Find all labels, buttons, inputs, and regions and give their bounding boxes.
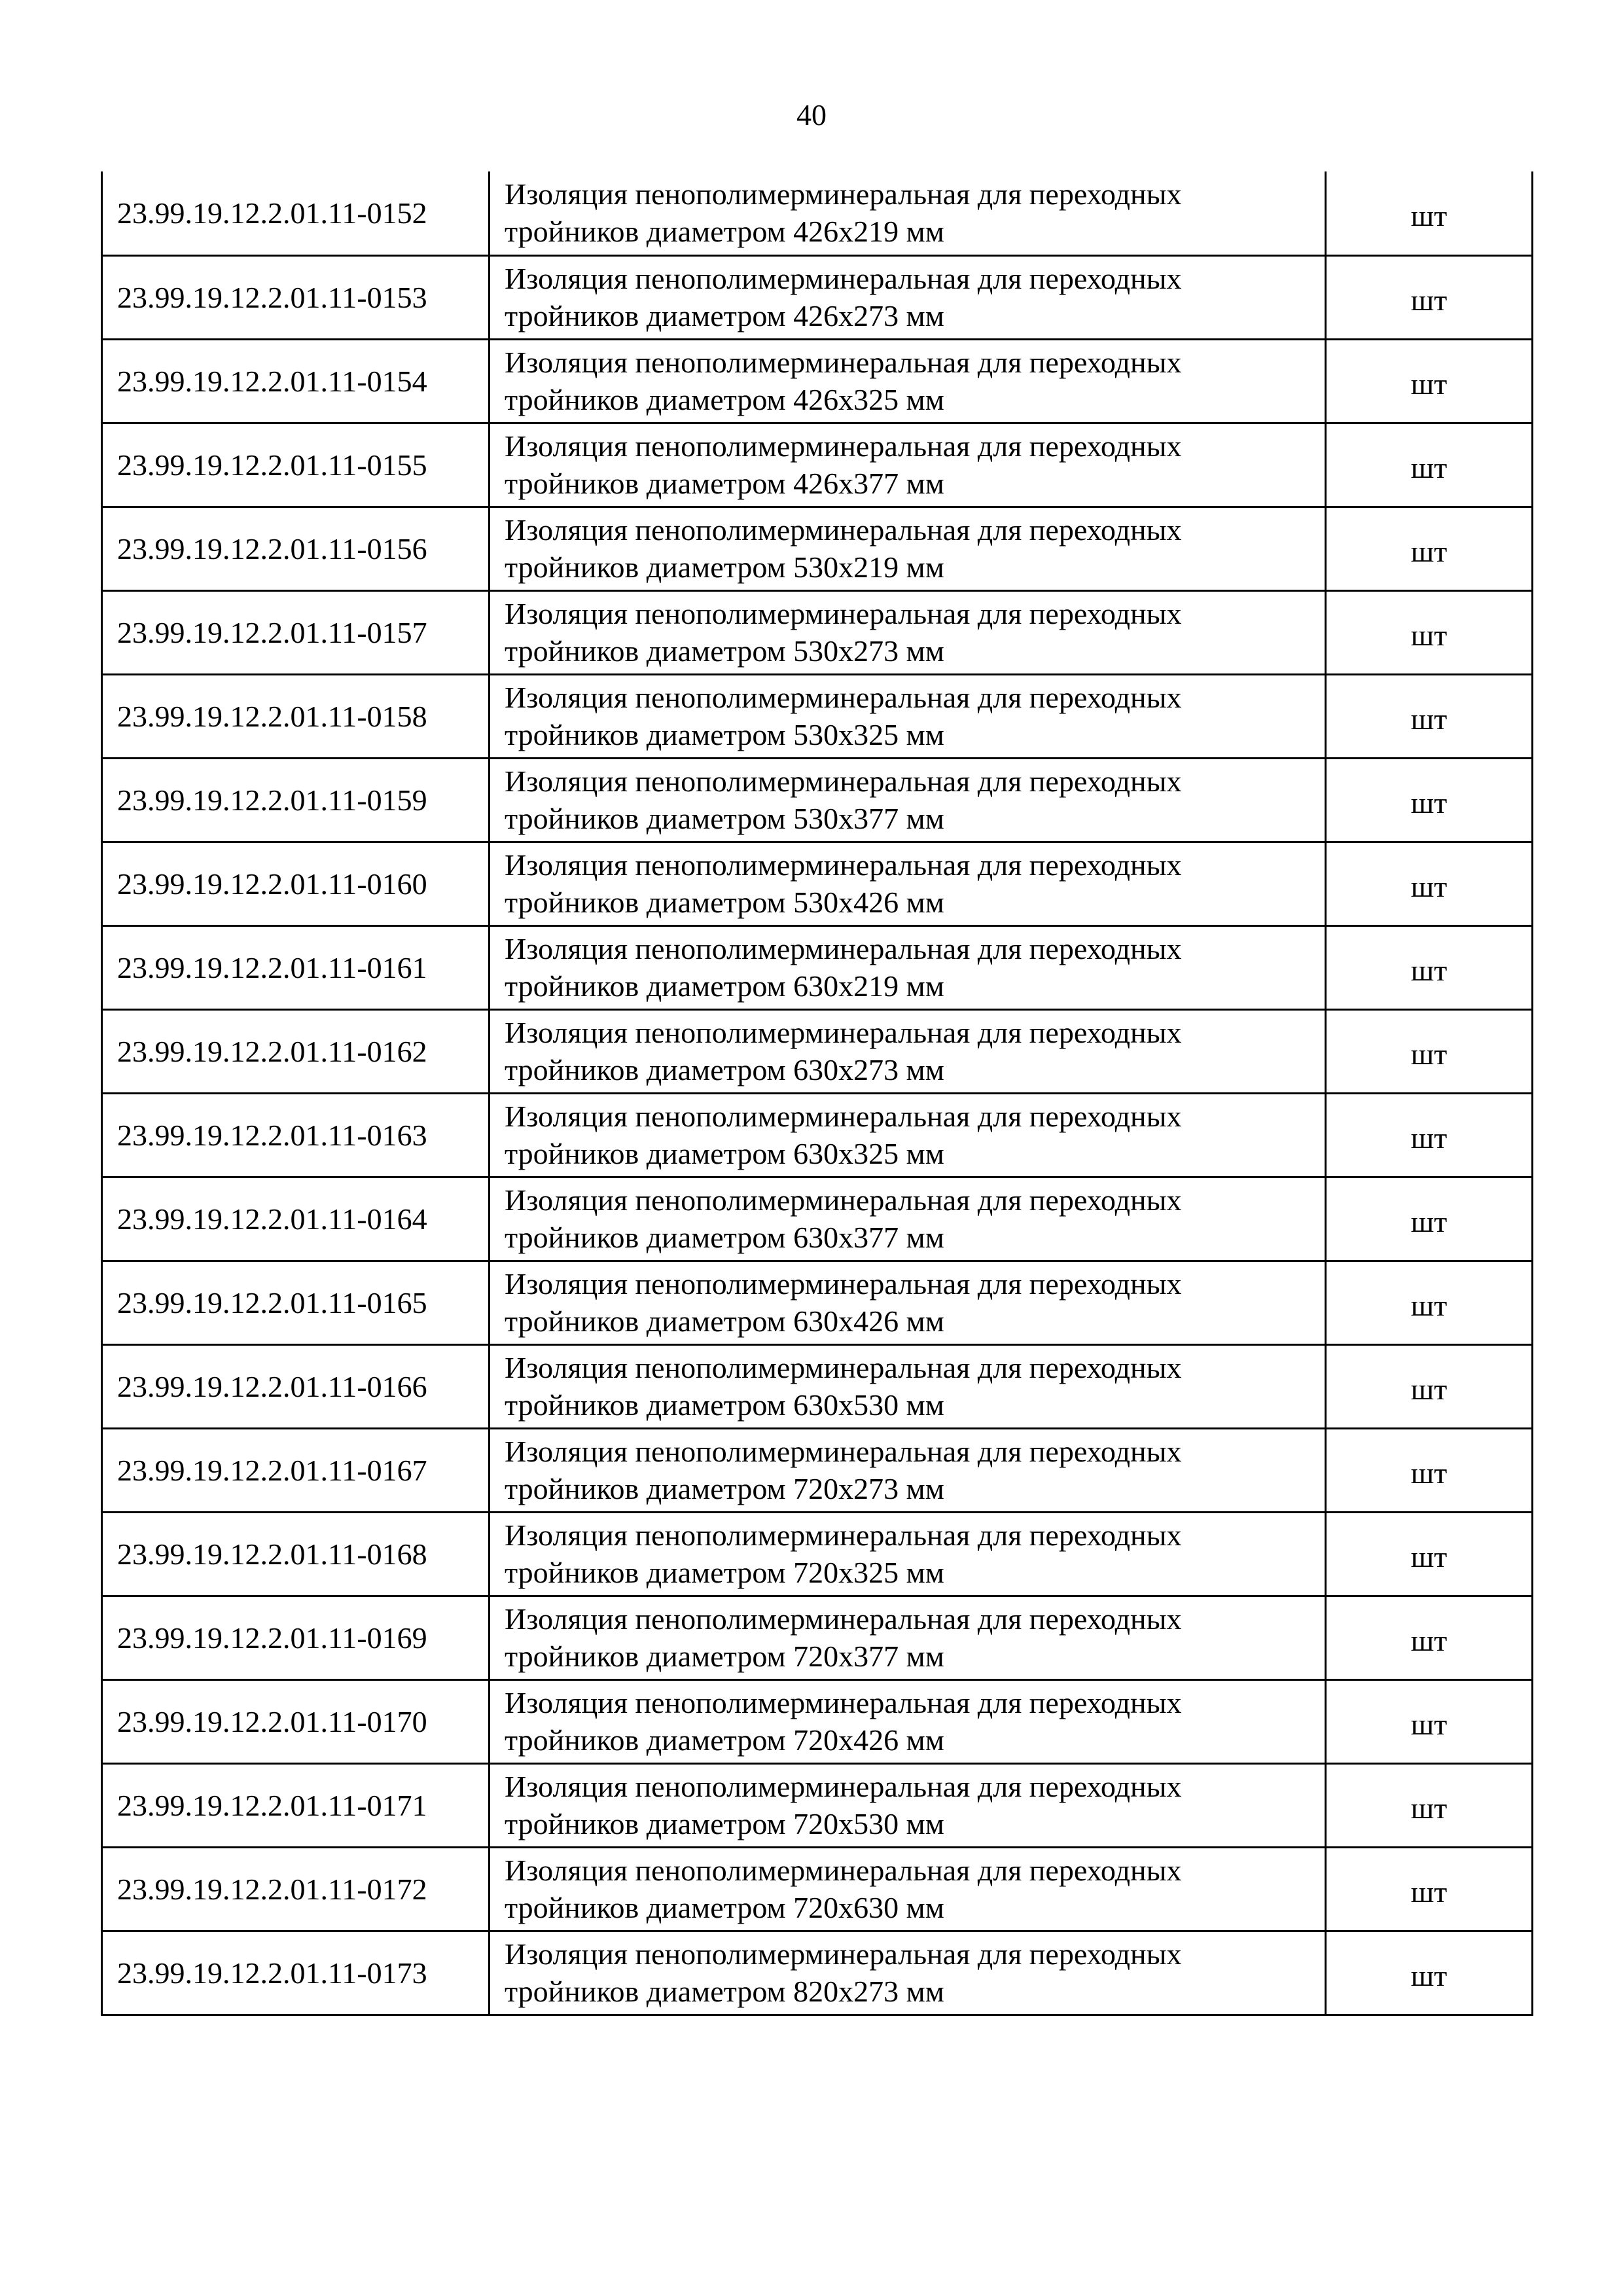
name-line-1: Изоляция пенополимерминеральная для переходных xyxy=(505,513,1182,547)
table-row xyxy=(102,255,1533,339)
table-row xyxy=(102,674,1533,758)
table-row xyxy=(102,1261,1533,1344)
code-cell: 23.99.19.12.2.01.11-0157 xyxy=(102,590,490,674)
name-line-2: тройников диаметром 720x377 мм xyxy=(505,1640,944,1673)
name-cell xyxy=(490,507,1326,590)
unit-cell: шт xyxy=(1326,1344,1533,1428)
table-row xyxy=(102,1679,1533,1763)
code-cell: 23.99.19.12.2.01.11-0169 xyxy=(102,1596,490,1679)
name-line-2: тройников диаметром 630x377 мм xyxy=(505,1221,944,1254)
name-line-2: тройников диаметром 820x273 мм xyxy=(505,1975,944,2008)
name-cell xyxy=(490,758,1326,842)
name-cell xyxy=(490,1596,1326,1679)
unit-cell: шт xyxy=(1326,1428,1533,1512)
name-cell xyxy=(490,1009,1326,1093)
table-row xyxy=(102,1009,1533,1093)
code-cell: 23.99.19.12.2.01.11-0162 xyxy=(102,1009,490,1093)
unit-cell: шт xyxy=(1326,339,1533,423)
page-number: 40 xyxy=(796,98,827,132)
name-line-2: тройников диаметром 630x273 мм xyxy=(505,1053,944,1086)
code-cell: 23.99.19.12.2.01.11-0171 xyxy=(102,1763,490,1847)
table-row xyxy=(102,1428,1533,1512)
unit-cell: шт xyxy=(1326,1093,1533,1177)
name-line-1: Изоляция пенополимерминеральная для переходных xyxy=(505,1686,1182,1719)
table-row xyxy=(102,171,1533,255)
code-cell: 23.99.19.12.2.01.11-0170 xyxy=(102,1679,490,1763)
name-line-2: тройников диаметром 630x219 мм xyxy=(505,969,944,1003)
table-row xyxy=(102,1931,1533,2015)
unit-cell: шт xyxy=(1326,1679,1533,1763)
name-cell xyxy=(490,1344,1326,1428)
name-line-1: Изоляция пенополимерминеральная для переходных xyxy=(505,1183,1182,1217)
name-line-2: тройников диаметром 530x426 мм xyxy=(505,886,944,919)
unit-cell: шт xyxy=(1326,171,1533,255)
name-cell xyxy=(490,1261,1326,1344)
table-row xyxy=(102,1093,1533,1177)
name-line-2: тройников диаметром 630x325 мм xyxy=(505,1137,944,1170)
name-line-2: тройников диаметром 720x630 мм xyxy=(505,1891,944,1924)
unit-cell: шт xyxy=(1326,1512,1533,1596)
name-line-1: Изоляция пенополимерминеральная для переходных xyxy=(505,1937,1182,1971)
resource-table xyxy=(101,171,1533,2016)
name-cell xyxy=(490,1512,1326,1596)
name-line-2: тройников диаметром 530x325 мм xyxy=(505,718,944,751)
name-line-1: Изоляция пенополимерминеральная для переходных xyxy=(505,597,1182,630)
code-cell: 23.99.19.12.2.01.11-0158 xyxy=(102,674,490,758)
unit-cell: шт xyxy=(1326,1261,1533,1344)
code-cell: 23.99.19.12.2.01.11-0156 xyxy=(102,507,490,590)
name-line-1: Изоляция пенополимерминеральная для переходных xyxy=(505,346,1182,379)
name-line-2: тройников диаметром 530x219 мм xyxy=(505,550,944,584)
unit-cell: шт xyxy=(1326,1931,1533,2015)
name-cell xyxy=(490,339,1326,423)
name-line-2: тройников диаметром 720x426 мм xyxy=(505,1723,944,1757)
name-line-1: Изоляция пенополимерминеральная для переходных xyxy=(505,764,1182,798)
table-row xyxy=(102,590,1533,674)
name-cell xyxy=(490,1931,1326,2015)
code-cell: 23.99.19.12.2.01.11-0159 xyxy=(102,758,490,842)
name-line-1: Изоляция пенополимерминеральная для переходных xyxy=(505,681,1182,714)
name-line-1: Изоляция пенополимерминеральная для переходных xyxy=(505,429,1182,463)
name-cell xyxy=(490,1763,1326,1847)
code-cell: 23.99.19.12.2.01.11-0153 xyxy=(102,255,490,339)
name-line-1: Изоляция пенополимерминеральная для переходных xyxy=(505,1435,1182,1468)
name-line-1: Изоляция пенополимерминеральная для переходных xyxy=(505,1518,1182,1552)
name-cell xyxy=(490,1177,1326,1261)
name-line-1: Изоляция пенополимерминеральная для переходных xyxy=(505,262,1182,295)
name-line-1: Изоляция пенополимерминеральная для переходных xyxy=(505,177,1182,211)
table-row xyxy=(102,1596,1533,1679)
table-row xyxy=(102,507,1533,590)
table-row xyxy=(102,339,1533,423)
unit-cell: шт xyxy=(1326,423,1533,507)
code-cell: 23.99.19.12.2.01.11-0163 xyxy=(102,1093,490,1177)
unit-cell: шт xyxy=(1326,758,1533,842)
code-cell: 23.99.19.12.2.01.11-0168 xyxy=(102,1512,490,1596)
name-line-2: тройников диаметром 426x377 мм xyxy=(505,467,944,500)
name-cell xyxy=(490,1679,1326,1763)
table-row xyxy=(102,1512,1533,1596)
unit-cell: шт xyxy=(1326,674,1533,758)
name-line-2: тройников диаметром 720x325 мм xyxy=(505,1556,944,1589)
code-cell: 23.99.19.12.2.01.11-0160 xyxy=(102,842,490,925)
code-cell: 23.99.19.12.2.01.11-0155 xyxy=(102,423,490,507)
unit-cell: шт xyxy=(1326,1177,1533,1261)
code-cell: 23.99.19.12.2.01.11-0152 xyxy=(102,171,490,255)
name-line-1: Изоляция пенополимерминеральная для переходных xyxy=(505,848,1182,882)
name-cell xyxy=(490,1428,1326,1512)
name-line-2: тройников диаметром 530x273 мм xyxy=(505,634,944,668)
table-row xyxy=(102,1763,1533,1847)
name-line-2: тройников диаметром 426x273 мм xyxy=(505,299,944,332)
unit-cell: шт xyxy=(1326,1847,1533,1931)
code-cell: 23.99.19.12.2.01.11-0173 xyxy=(102,1931,490,2015)
name-cell xyxy=(490,1847,1326,1931)
name-line-1: Изоляция пенополимерминеральная для переходных xyxy=(505,1770,1182,1803)
table-row xyxy=(102,758,1533,842)
code-cell: 23.99.19.12.2.01.11-0164 xyxy=(102,1177,490,1261)
name-line-2: тройников диаметром 530x377 мм xyxy=(505,802,944,835)
name-line-2: тройников диаметром 426x325 мм xyxy=(505,383,944,416)
code-cell: 23.99.19.12.2.01.11-0154 xyxy=(102,339,490,423)
table-row xyxy=(102,1344,1533,1428)
name-cell xyxy=(490,255,1326,339)
unit-cell: шт xyxy=(1326,1596,1533,1679)
name-line-1: Изоляция пенополимерминеральная для переходных xyxy=(505,1854,1182,1887)
code-cell: 23.99.19.12.2.01.11-0166 xyxy=(102,1344,490,1428)
unit-cell: шт xyxy=(1326,842,1533,925)
name-line-1: Изоляция пенополимерминеральная для переходных xyxy=(505,1267,1182,1300)
name-cell xyxy=(490,674,1326,758)
name-line-1: Изоляция пенополимерминеральная для переходных xyxy=(505,932,1182,965)
name-line-2: тройников диаметром 630x426 мм xyxy=(505,1304,944,1338)
name-line-2: тройников диаметром 426x219 мм xyxy=(505,215,944,249)
code-cell: 23.99.19.12.2.01.11-0161 xyxy=(102,925,490,1009)
unit-cell: шт xyxy=(1326,255,1533,339)
name-cell xyxy=(490,1093,1326,1177)
name-cell xyxy=(490,171,1326,255)
table-row xyxy=(102,842,1533,925)
table-row xyxy=(102,423,1533,507)
name-line-1: Изоляция пенополимерминеральная для переходных xyxy=(505,1100,1182,1133)
unit-cell: шт xyxy=(1326,925,1533,1009)
table-row xyxy=(102,1177,1533,1261)
name-cell xyxy=(490,842,1326,925)
unit-cell: шт xyxy=(1326,507,1533,590)
table-row xyxy=(102,1847,1533,1931)
name-line-2: тройников диаметром 630x530 мм xyxy=(505,1388,944,1422)
table-body xyxy=(102,171,1533,2015)
unit-cell: шт xyxy=(1326,1009,1533,1093)
name-cell xyxy=(490,925,1326,1009)
unit-cell: шт xyxy=(1326,1763,1533,1847)
table-row xyxy=(102,925,1533,1009)
name-line-1: Изоляция пенополимерминеральная для переходных xyxy=(505,1602,1182,1636)
name-line-2: тройников диаметром 720x273 мм xyxy=(505,1472,944,1505)
code-cell: 23.99.19.12.2.01.11-0172 xyxy=(102,1847,490,1931)
name-line-1: Изоляция пенополимерминеральная для переходных xyxy=(505,1016,1182,1049)
name-cell xyxy=(490,423,1326,507)
name-line-1: Изоляция пенополимерминеральная для переходных xyxy=(505,1351,1182,1384)
code-cell: 23.99.19.12.2.01.11-0165 xyxy=(102,1261,490,1344)
name-cell xyxy=(490,590,1326,674)
name-line-2: тройников диаметром 720x530 мм xyxy=(505,1807,944,1840)
unit-cell: шт xyxy=(1326,590,1533,674)
code-cell: 23.99.19.12.2.01.11-0167 xyxy=(102,1428,490,1512)
